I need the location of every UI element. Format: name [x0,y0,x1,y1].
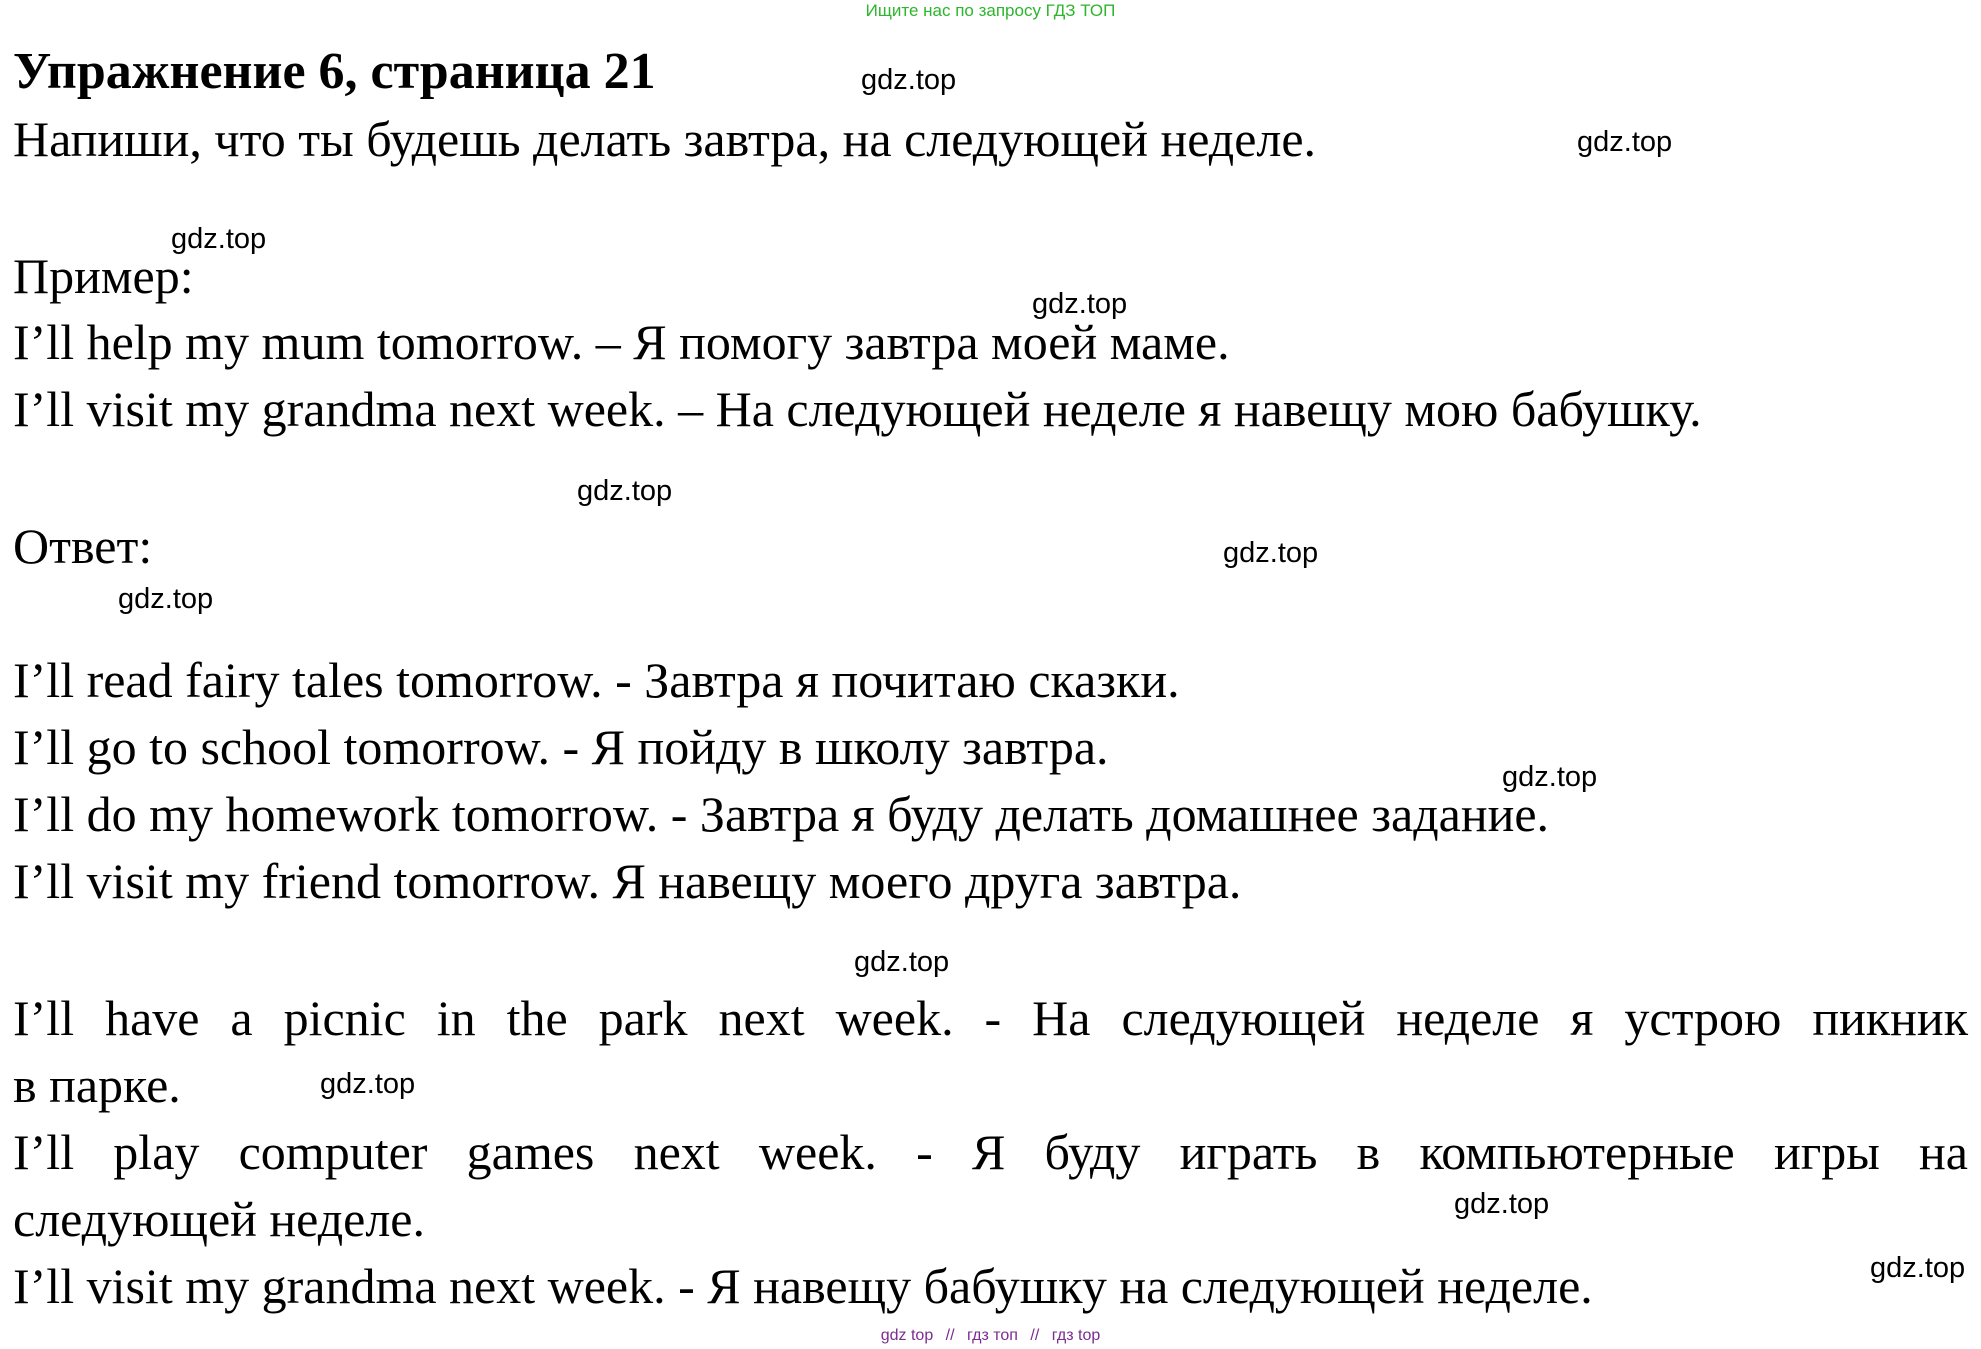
footer-separator: // [1030,1327,1040,1344]
watermark: gdz.top [1577,126,1673,158]
watermark: gdz.top [1223,537,1319,569]
top-banner: Ищите нас по запросу ГДЗ ТОП [865,1,1116,20]
answer-line: I’ll have a picnic in the park next week. - На следующей неделе я устрою пикник [13,990,1968,1046]
answer-line: в парке. [13,1057,181,1113]
watermark: gdz.top [1502,761,1598,793]
footer-link[interactable]: гдз top [1051,1327,1101,1344]
answer-line: следующей неделе. [13,1191,425,1247]
watermark: gdz.top [320,1068,416,1100]
watermark: gdz.top [577,475,673,507]
answer-line: I’ll do my homework tomorrow. - Завтра я буду делать домашнее задание. [13,786,1550,842]
footer-links [0,1327,1981,1345]
answer-line: I’ll read fairy tales tomorrow. - Завтра я почитаю сказки. [13,652,1180,708]
watermark: gdz.top [171,223,267,255]
example-line: I’ll help my mum tomorrow. – Я помогу завтра моей маме. [13,314,1230,370]
answer-line: I’ll play computer games next week. - Я буду играть в компьютерные игры на [13,1124,1968,1180]
answer-line: I’ll visit my friend tomorrow. Я навещу моего друга завтра. [13,853,1242,909]
watermark: gdz.top [861,64,957,96]
watermark: gdz.top [854,946,950,978]
watermark: gdz.top [118,583,214,615]
example-line: I’ll visit my grandma next week. – На следующей неделе я навещу мою бабушку. [13,381,1702,437]
watermark: gdz.top [1870,1252,1966,1284]
answer-line: I’ll go to school tomorrow. - Я пойду в школу завтра. [13,719,1109,775]
footer-link[interactable]: гдз топ [967,1327,1018,1344]
watermark: gdz.top [1032,288,1128,320]
answer-label: Ответ: [13,518,153,574]
example-label: Пример: [13,248,194,304]
answer-line: I’ll visit my grandma next week. - Я навещу бабушку на следующей неделе. [13,1258,1593,1314]
task-text: Напиши, что ты будешь делать завтра, на следующей неделе. [13,111,1317,167]
watermark: gdz.top [1454,1188,1550,1220]
footer-separator: // [945,1327,955,1344]
exercise-title: Упражнение 6, страница 21 [13,43,656,100]
footer-link[interactable]: gdz top [880,1327,934,1344]
